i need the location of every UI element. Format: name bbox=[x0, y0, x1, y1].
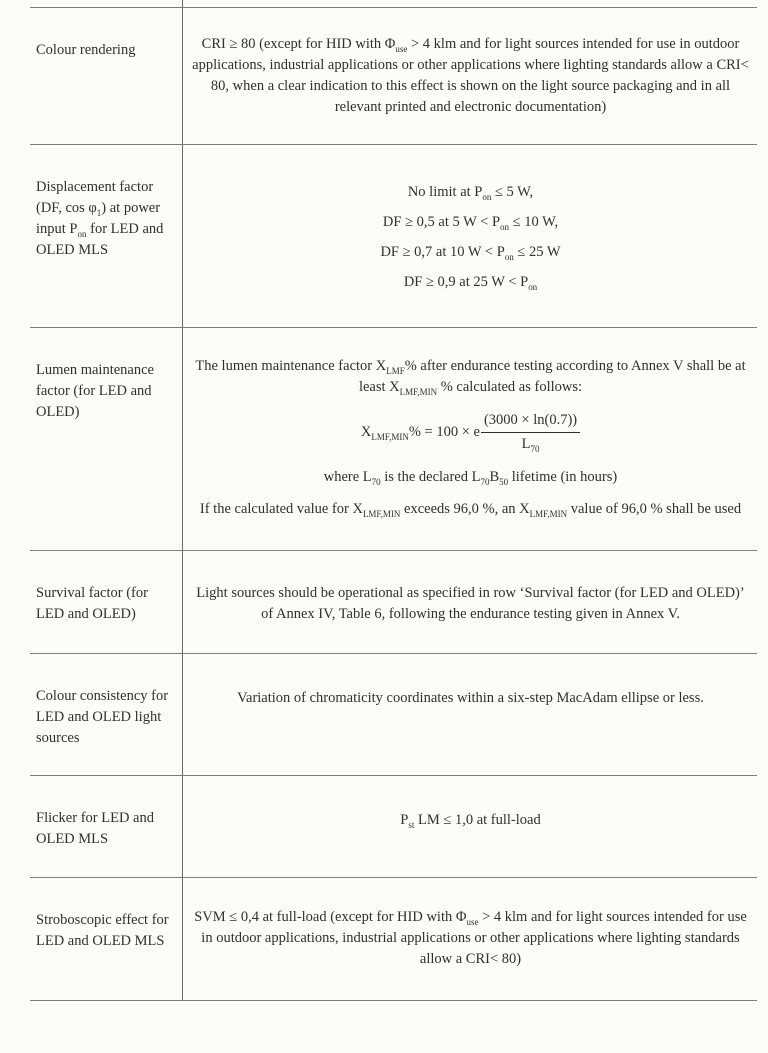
row-content bbox=[182, 776, 757, 877]
row-content bbox=[182, 654, 757, 775]
requirement-text: where $L_{70}$ is the declared $L_{70}B_{50}$ lifetime (in hours) bbox=[323, 469, 618, 487]
requirements-table bbox=[30, 7, 757, 1001]
row-content bbox=[182, 8, 757, 144]
row-label: Survival factor (for LED and OLED) bbox=[36, 585, 148, 622]
formula-numerator: (3000 × ln(0.7)) bbox=[481, 410, 580, 433]
formula-denominator: $L_{70}$ bbox=[521, 436, 540, 454]
row-content bbox=[182, 145, 757, 327]
row-content bbox=[182, 878, 757, 1000]
requirement-text: DF ≥ 0,7 at 10 $W < P_{on} \le 25$ W bbox=[380, 244, 561, 262]
row-content bbox=[182, 551, 757, 653]
requirement-text: $P_{st}$ LM ≤ 1,0 at full-load bbox=[400, 812, 541, 830]
row-label: Stroboscopic effect for LED and OLED MLS bbox=[36, 912, 169, 949]
requirement-text: The lumen maintenance factor $X_{LMF}\%$ after endurance testing according to Annex V shall be at least $X_{LMF,MIN}$ % calculated as follows: bbox=[195, 358, 746, 397]
requirement-text: SVM ≤ 0,4 at full-load (except for HID with $\Phi_{use} > 4$ klm and for light sources intended for use in outdoor applications, industrial applications or other applications where lighting standards allow a CRI< 80) bbox=[194, 909, 747, 967]
table-row-stroboscopic-effect bbox=[30, 878, 757, 1001]
requirement-text: No limit at $P_{on} \le 5$ W, bbox=[407, 184, 534, 202]
row-content bbox=[182, 328, 757, 550]
table-row-displacement-factor bbox=[30, 145, 757, 328]
row-label: Displacement factor (DF, $\cos \varphi_1$) at power input $P_{on}$ for LED and OLED MLS bbox=[36, 179, 164, 258]
table-row-survival-factor bbox=[30, 551, 757, 654]
requirement-text: Variation of chromaticity coordinates within a six-step MacAdam ellipse or less. bbox=[237, 690, 704, 706]
table-row-flicker bbox=[30, 776, 757, 878]
lmf-formula bbox=[192, 410, 749, 455]
row-label: Lumen maintenance factor (for LED and OLED) bbox=[36, 362, 154, 420]
formula-fraction bbox=[481, 410, 580, 455]
table-row-lumen-maintenance bbox=[30, 328, 757, 551]
requirement-text: Light sources should be operational as specified in row ‘Survival factor (for LED and OLED)’ of Annex IV, Table 6, following the endurance testing given in Annex V. bbox=[196, 585, 745, 622]
row-label: Colour rendering bbox=[36, 42, 136, 58]
requirement-text: DF ≥ 0,9 at 25 $W < P_{on}$ bbox=[403, 274, 538, 292]
requirement-text: DF ≥ 0,5 at 5 $W < P_{on} \le 10$ W, bbox=[382, 214, 559, 232]
table-row-colour-consistency bbox=[30, 654, 757, 776]
requirement-text: If the calculated value for $X_{LMF,MIN}$ exceeds 96,0 %, an $X_{LMF,MIN}$ value of 96,0 % shall be used bbox=[199, 501, 742, 519]
formula-lhs: $X_{LMF,MIN}\% = 100 \times e$ bbox=[360, 423, 480, 442]
row-label: Flicker for LED and OLED MLS bbox=[36, 810, 154, 847]
table-row-colour-rendering bbox=[30, 8, 757, 145]
requirement-text: CRI ≥ 80 (except for HID with $\Phi_{use} > 4$ klm and for light sources intended for use in outdoor applications, industrial applications or other applications where lighting standards allow a CRI< 80, when a clear indication to this effect is shown on the light source packaging and in all relevant printed and electronic documentation) bbox=[192, 36, 749, 115]
row-label: Colour consistency for LED and OLED light sources bbox=[36, 688, 169, 746]
